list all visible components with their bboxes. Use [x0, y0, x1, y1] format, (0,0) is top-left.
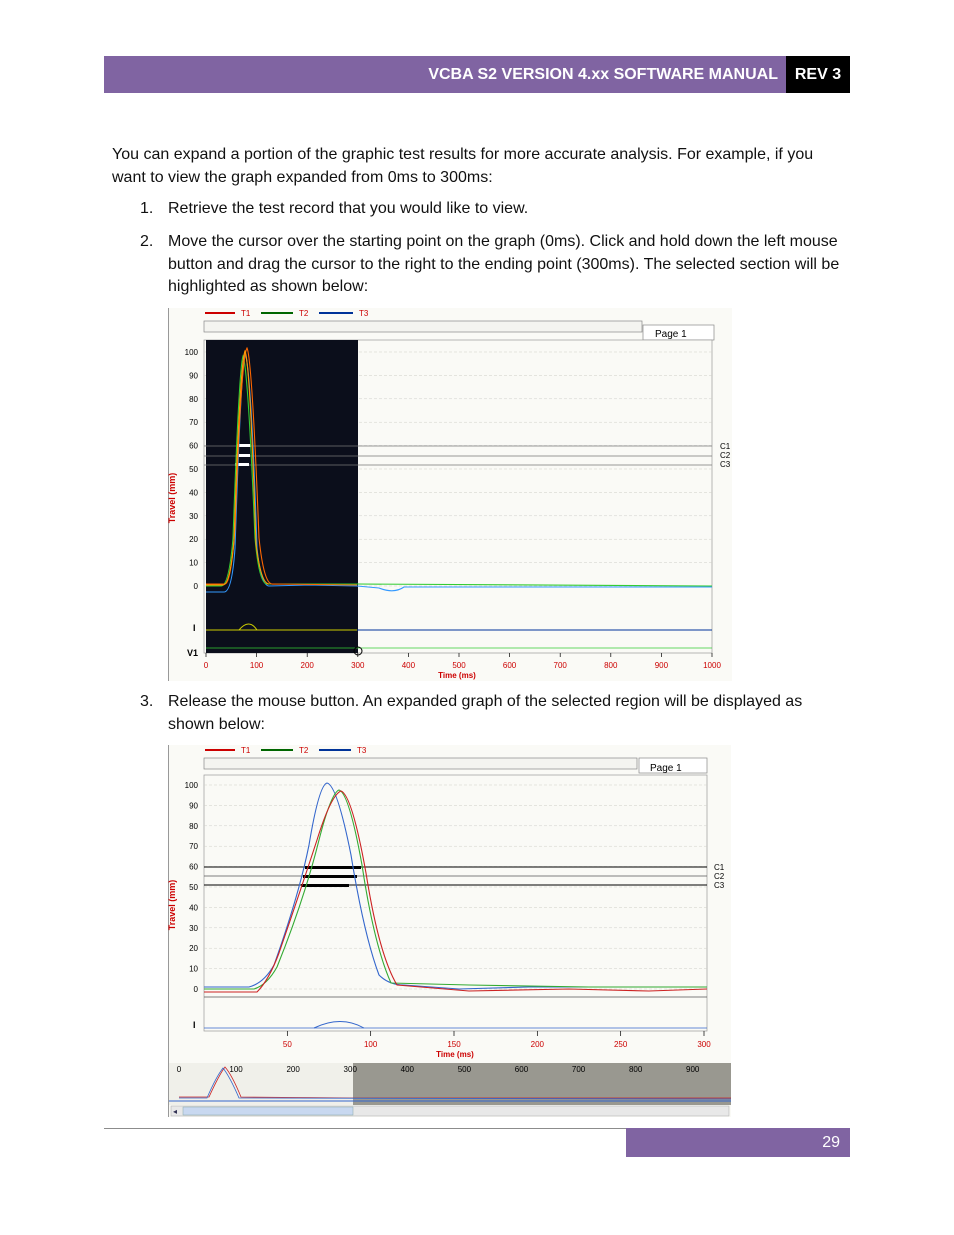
info-strip — [204, 758, 637, 769]
overview-tick-label: 900 — [686, 1065, 700, 1074]
legend-label-t3: T3 — [357, 746, 367, 755]
x-tick-label: 300 — [351, 661, 365, 670]
overview-tick-label: 100 — [229, 1065, 243, 1074]
x-tick-label: 900 — [654, 661, 669, 670]
footer-page-box — [626, 1128, 850, 1157]
contact-bar-c3 — [301, 884, 349, 887]
intro-paragraph: You can expand a portion of the graphic test results for more accurate analysis. For example, if you want to view the graph expanded from 0ms to 300ms: — [112, 146, 814, 186]
page-number: 29 — [822, 1133, 840, 1151]
contact-label-c3: C3 — [714, 881, 725, 890]
legend-label-t3: T3 — [359, 309, 369, 318]
figure-expanded-graph — [168, 745, 731, 1117]
x-tick-label: 200 — [530, 1040, 545, 1049]
header-title: VCBA S2 VERSION 4.xx SOFTWARE MANUAL — [428, 65, 778, 83]
y-tick-label: 90 — [189, 371, 198, 381]
contact-label-c2: C2 — [720, 451, 731, 460]
overview-tick-label: 600 — [514, 1065, 529, 1074]
scroll-left-arrow-icon[interactable]: ◂ — [173, 1107, 178, 1116]
selection-graph-svg — [169, 308, 732, 681]
x-tick-label: 700 — [553, 661, 567, 670]
y-tick-label: 60 — [189, 441, 198, 451]
y-tick-label: 80 — [189, 821, 198, 831]
x-tick-label: 200 — [300, 661, 314, 670]
x-axis-label: Time (ms) — [438, 671, 476, 680]
x-tick-label: 1000 — [703, 661, 721, 670]
row-label-i: I — [193, 623, 196, 633]
y-tick-label: 20 — [189, 944, 198, 954]
x-tick-label: 100 — [249, 661, 264, 670]
plot-area — [204, 775, 707, 1031]
row-label-i: I — [193, 1020, 196, 1030]
overview-tick-label: 200 — [286, 1065, 300, 1074]
header-revision: REV 3 — [786, 56, 850, 93]
overview-tick-label: 400 — [400, 1065, 414, 1074]
y-tick-label: 10 — [189, 964, 198, 974]
y-tick-label: 50 — [189, 465, 198, 474]
overview-tick-label: 300 — [343, 1065, 357, 1074]
contact-label-c3: C3 — [720, 460, 731, 469]
selection-highlight[interactable] — [206, 340, 358, 653]
x-tick-label: 500 — [452, 661, 466, 670]
y-tick-label: 50 — [189, 883, 198, 892]
x-tick-label: 300 — [697, 1040, 711, 1049]
page-label: Page 1 — [650, 763, 682, 774]
step-text: Move the cursor over the starting point on the graph (0ms). Click and hold down the left mouse button and drag the cursor to the right to the ending point (300ms). The selected section will be highlighted as shown below: — [168, 233, 840, 295]
expanded-graph-svg — [169, 745, 731, 1117]
y-tick-label: 0 — [193, 985, 198, 994]
contact-label-c1: C1 — [714, 863, 725, 872]
step-number: 1. — [140, 200, 154, 217]
x-tick-label: 50 — [282, 1040, 292, 1049]
x-tick-label: 100 — [363, 1040, 378, 1049]
y-tick-label: 40 — [189, 488, 198, 498]
step-text: Release the mouse button. An expanded graph of the selected region will be displayed as shown below: — [168, 693, 803, 733]
overview-tick-label: 0 — [176, 1065, 182, 1074]
step-text: Retrieve the test record that you would like to view. — [168, 200, 529, 217]
scrollbar-thumb[interactable] — [183, 1107, 353, 1115]
x-tick-label: 800 — [604, 661, 618, 670]
figure-selection-graph — [168, 308, 732, 681]
contact-label-c2: C2 — [714, 872, 725, 881]
row-label-v1: V1 — [187, 648, 199, 658]
contact-label-c1: C1 — [720, 442, 731, 451]
header-title-bar — [104, 56, 786, 93]
y-tick-label: 100 — [184, 348, 198, 357]
step-number: 2. — [140, 233, 154, 250]
y-tick-label: 30 — [189, 511, 198, 521]
y-tick-label: 20 — [189, 535, 198, 545]
x-tick-label: 0 — [203, 661, 209, 670]
legend-label-t2: T2 — [299, 309, 309, 318]
x-tick-label: 150 — [447, 1040, 461, 1049]
x-axis-label: Time (ms) — [436, 1050, 474, 1059]
legend-label-t1: T1 — [241, 309, 251, 318]
y-tick-label: 40 — [189, 903, 198, 913]
y-tick-label: 70 — [189, 418, 198, 428]
legend-label-t2: T2 — [299, 746, 309, 755]
step-number: 3. — [140, 693, 154, 710]
y-axis-label: Travel (mm) — [167, 879, 177, 931]
info-strip — [204, 321, 642, 332]
overview-tick-label: 700 — [571, 1065, 586, 1074]
y-tick-label: 10 — [189, 558, 198, 568]
y-tick-label: 0 — [193, 582, 198, 591]
y-tick-label: 60 — [189, 862, 198, 872]
overview-tick-label: 500 — [457, 1065, 472, 1074]
legend-label-t1: T1 — [241, 746, 251, 755]
page-label: Page 1 — [655, 329, 687, 340]
x-tick-label: 250 — [613, 1040, 628, 1049]
y-tick-label: 30 — [189, 923, 198, 933]
x-tick-label: 400 — [401, 661, 416, 670]
y-axis-label: Travel (mm) — [167, 472, 177, 524]
y-tick-label: 100 — [184, 781, 198, 790]
overview-tick-label: 800 — [628, 1065, 643, 1074]
contact-bar-c2 — [303, 875, 357, 878]
y-tick-label: 90 — [189, 801, 198, 811]
x-tick-label: 600 — [502, 661, 517, 670]
y-tick-label: 80 — [189, 394, 198, 404]
y-tick-label: 70 — [189, 842, 198, 852]
